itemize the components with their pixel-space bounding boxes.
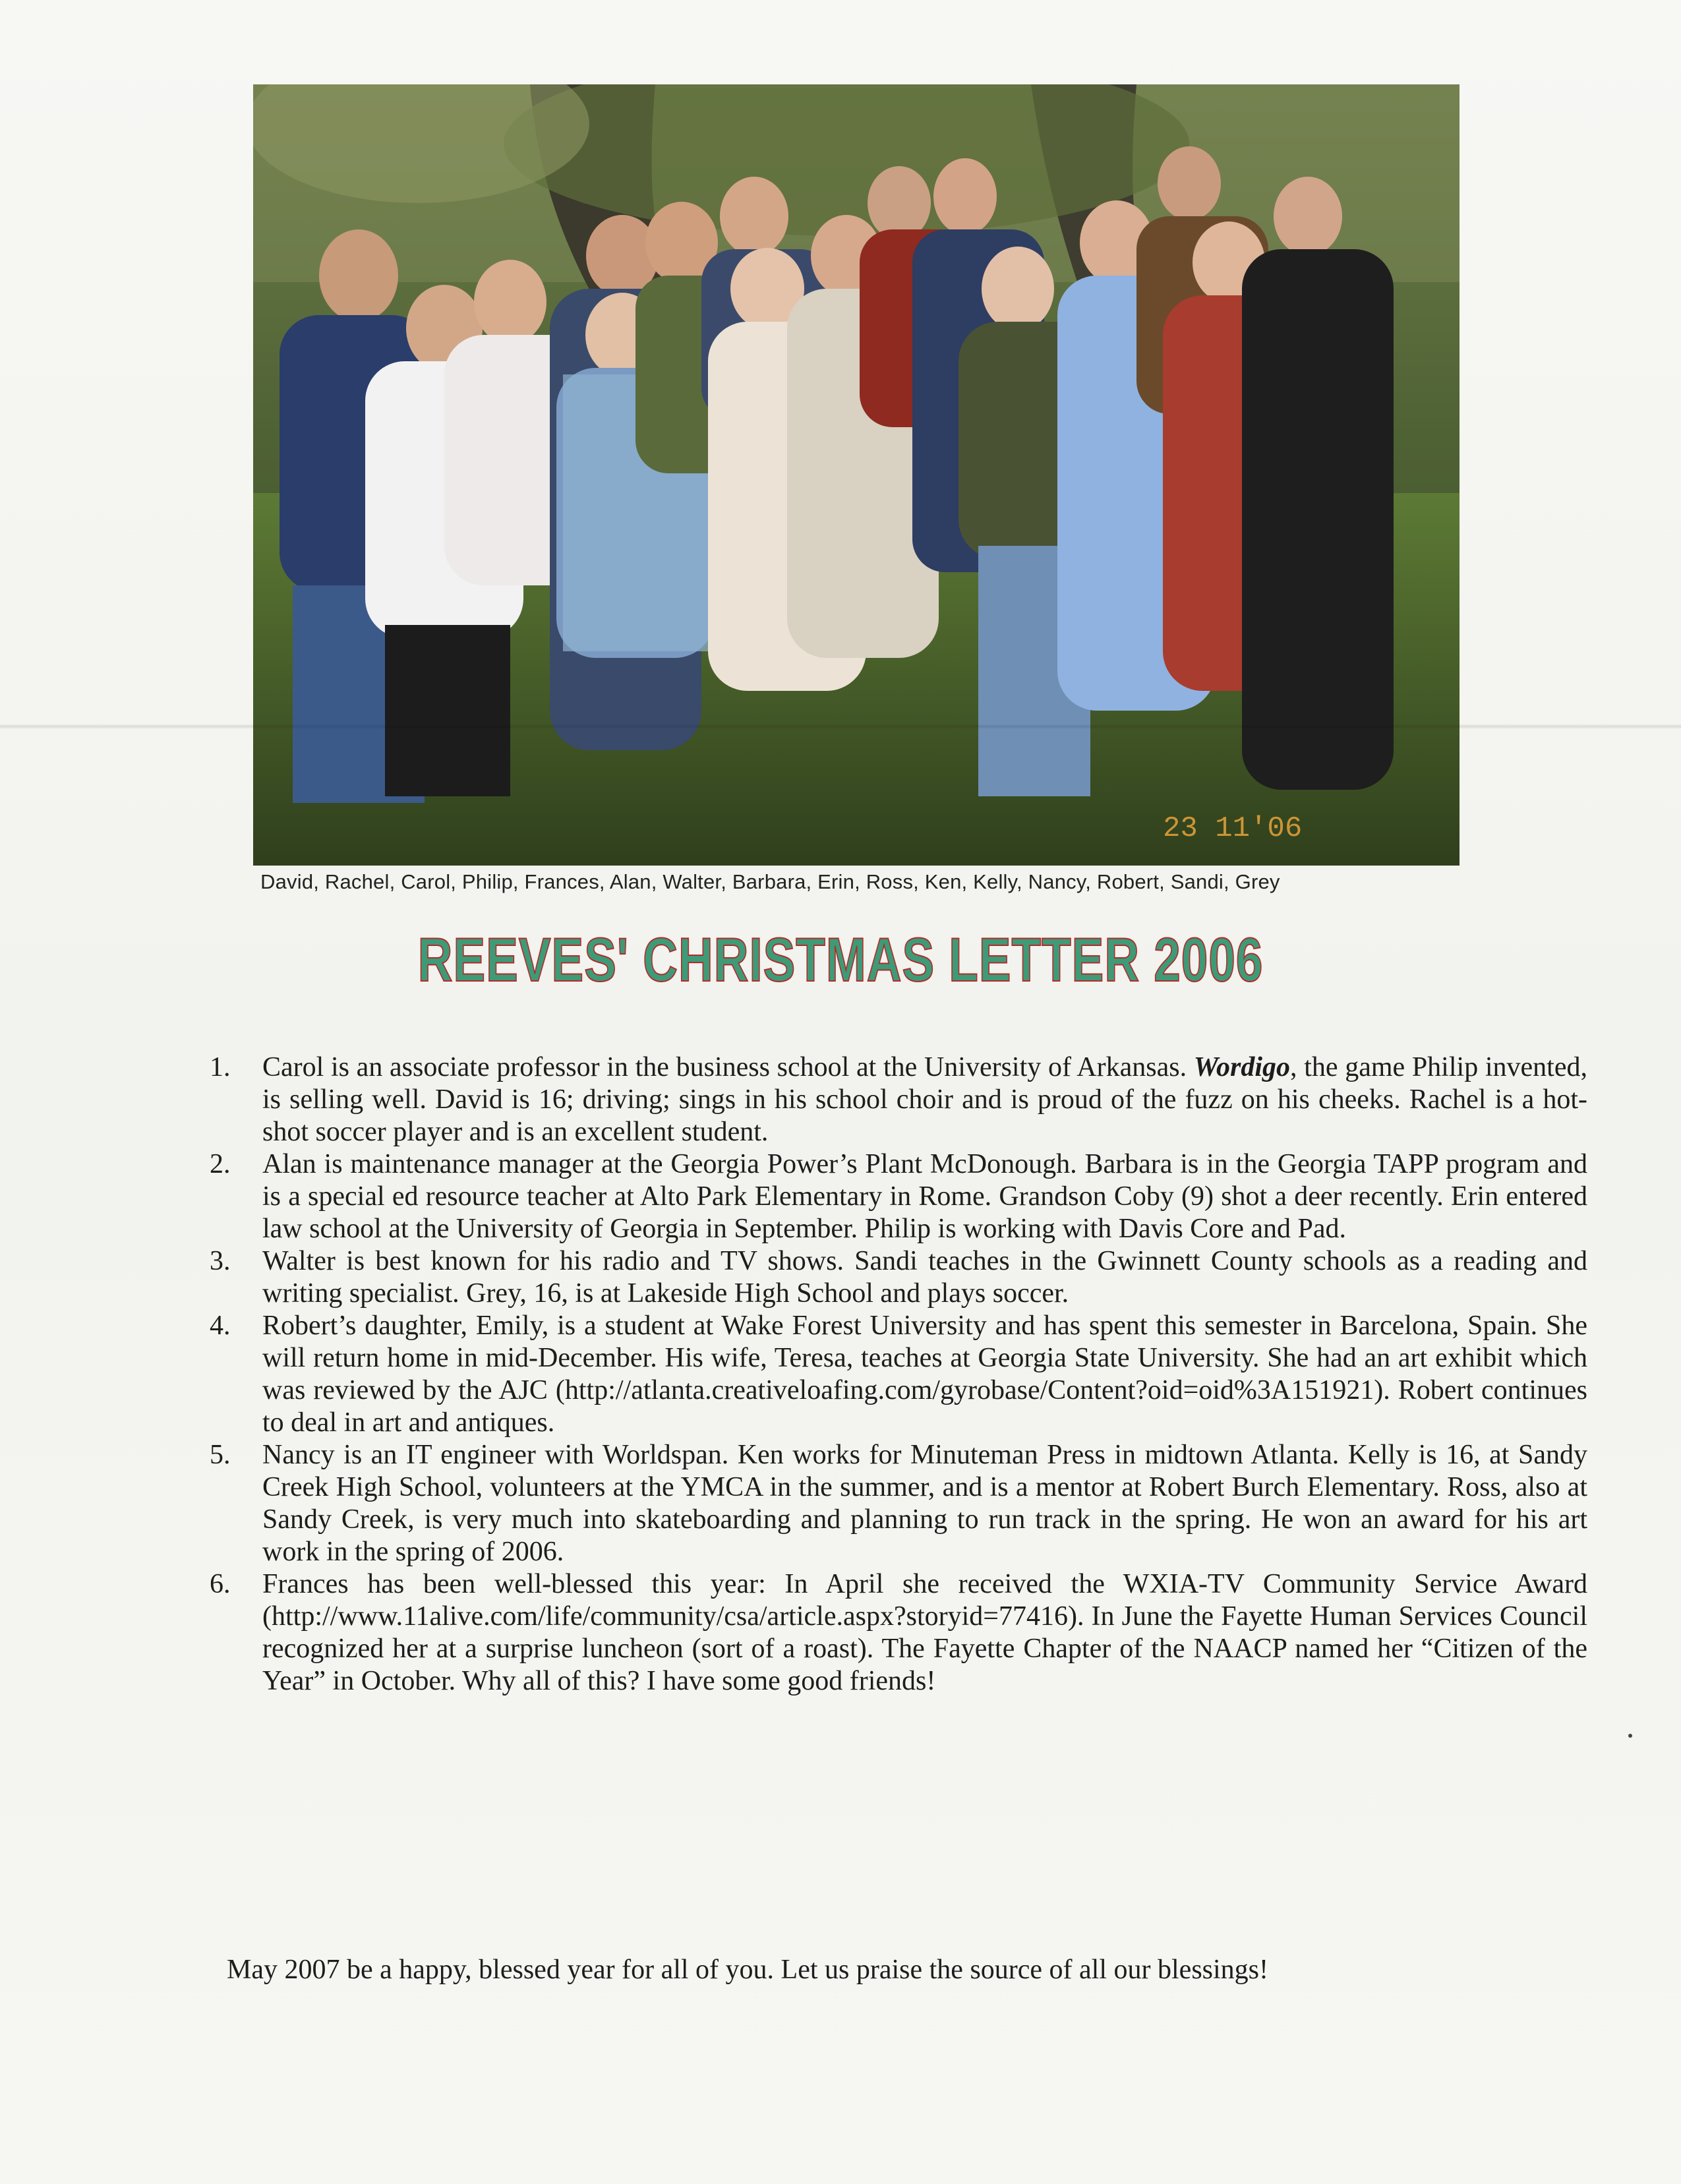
item-number: 1. bbox=[210, 1052, 231, 1082]
family-photo bbox=[253, 84, 1460, 866]
photo-caption: David, Rachel, Carol, Philip, Frances, Alan, Walter, Barbara, Erin, Ross, Ken, Kelly, Nancy, Robert, Sandi, Grey bbox=[260, 870, 1280, 893]
item-text: Alan is maintenance manager at the Georgia Power’s Plant McDonough. Barbara is in the Georgia TAPP program and is a special ed resource teacher at Alto Park Elementary in Rome. Grandson Coby (9) shot a deer recently. Erin entered law school at the University of Georgia in September. Philip is working with Davis Core and Pad. bbox=[262, 1149, 1587, 1244]
list-item bbox=[210, 1310, 1587, 1439]
family-photo-image bbox=[253, 84, 1460, 866]
list-item bbox=[210, 1439, 1587, 1568]
paper-fold-line bbox=[0, 724, 1681, 729]
closing-line: May 2007 be a happy, blessed year for all of you. Let us praise the source of all our blessings! bbox=[227, 1955, 1269, 1985]
paper-speck bbox=[1628, 1734, 1632, 1738]
item-text: Walter is best known for his radio and TV shows. Sandi teaches in the Gwinnett County schools as a reading and writing specialist. Grey, 16, is at Lakeside High School and plays soccer. bbox=[262, 1246, 1587, 1309]
list-item bbox=[210, 1148, 1587, 1245]
item-text: Robert’s daughter, Emily, is a student at Wake Forest University and has spent this semester in Barcelona, Spain. She will return home in mid-December. His wife, Teresa, teaches at Georgia State University. She had an art exhibit which was reviewed by the AJC (http://atlanta.creativeloafing.com/gyrobase/Content?oid=oid%3A151921). Robert continues to deal in art and antiques. bbox=[262, 1311, 1587, 1438]
item-number: 4. bbox=[210, 1311, 231, 1341]
list-item bbox=[210, 1245, 1587, 1310]
letter-title: REEVES' CHRISTMAS LETTER 2006 bbox=[417, 925, 1264, 994]
photo-date-stamp: 23 11'06 bbox=[1163, 812, 1303, 845]
item-text-continued: , the game Philip invented, is selling well. David is 16; driving; sings in his school choir and is proud of the fuzz on his cheeks. Rachel is a hot-shot soccer player and is an excellent student. bbox=[262, 1052, 1587, 1147]
item-number: 5. bbox=[210, 1440, 231, 1470]
list-item bbox=[210, 1568, 1587, 1697]
item-number: 3. bbox=[210, 1246, 231, 1276]
item-text: Frances has been well-blessed this year: In April she received the WXIA-TV Community Service Award (http://www.11alive.com/life/community/csa/article.aspx?storyid=77416). In June the Fayette Human Services Council recognized her at a surprise luncheon (sort of a roast). The Fayette Chapter of the NAACP named her “Citizen of the Year” in October. Why all of this? I have some good friends! bbox=[262, 1569, 1587, 1696]
game-name-emphasis: Wordigo bbox=[1193, 1052, 1291, 1082]
news-list bbox=[210, 1051, 1587, 1697]
letter-body bbox=[210, 1051, 1587, 1697]
item-text: Carol is an associate professor in the business school at the University of Arkansas. bbox=[262, 1052, 1194, 1082]
item-number: 2. bbox=[210, 1149, 231, 1179]
item-number: 6. bbox=[210, 1569, 231, 1599]
list-item bbox=[210, 1051, 1587, 1148]
item-text: Nancy is an IT engineer with Worldspan. Ken works for Minuteman Press in midtown Atlanta. Kelly is 16, at Sandy Creek High School, volunteers at the YMCA in the summer, and is a mentor at Robert Burch Elementary. Ross, also at Sandy Creek, is very much into skateboarding and planning to run track in the spring. He won an award for his art work in the spring of 2006. bbox=[262, 1440, 1587, 1567]
